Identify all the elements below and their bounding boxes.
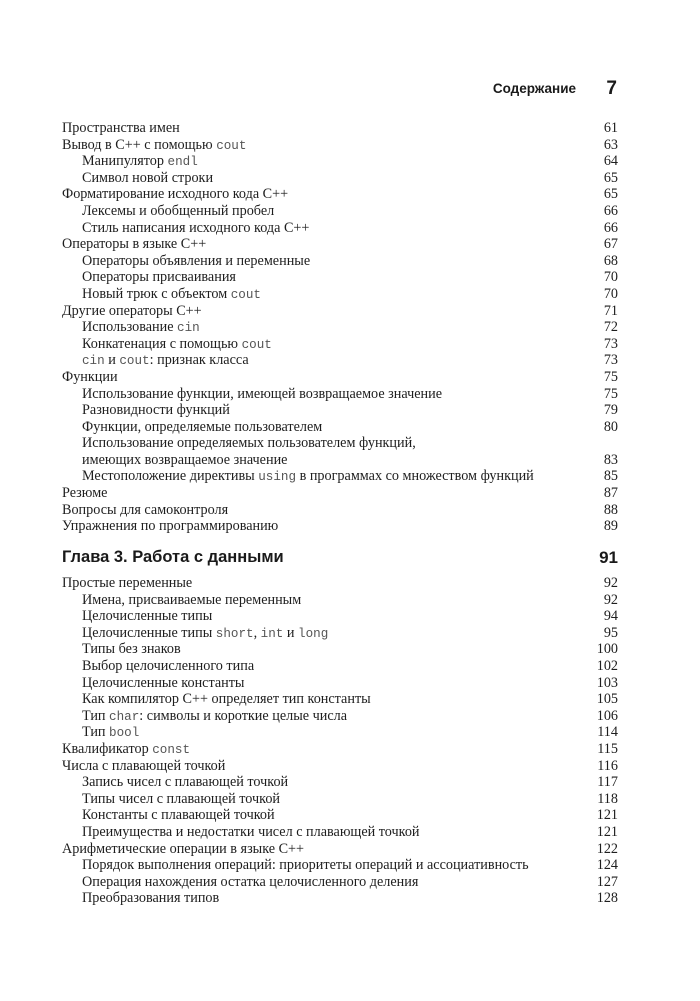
toc-entry xyxy=(62,303,618,320)
toc-entry xyxy=(62,435,618,452)
toc-entry-page: 100 xyxy=(596,641,618,658)
toc-entry xyxy=(62,220,618,237)
title-text: и xyxy=(283,624,299,641)
toc-entry-title xyxy=(82,874,418,891)
toc-entry-title xyxy=(82,402,230,419)
toc-entry xyxy=(62,253,618,270)
toc-entry xyxy=(62,286,618,303)
toc-entry xyxy=(62,874,618,891)
toc-entry-page: 87 xyxy=(603,485,618,502)
title-text: : символы и короткие целые числа xyxy=(139,707,347,724)
toc-entry-title xyxy=(82,153,198,171)
toc-list-chapter-2 xyxy=(62,120,618,535)
toc-entry xyxy=(62,774,618,791)
code-term: cout xyxy=(241,337,272,352)
title-text: Упражнения по программированию xyxy=(62,518,279,535)
title-text: Символ новой строки xyxy=(82,169,214,186)
toc-entry-page: 106 xyxy=(596,707,618,724)
toc-entry-page: 73 xyxy=(603,335,618,352)
toc-entry-page: 72 xyxy=(603,319,618,336)
toc-entry xyxy=(62,468,618,485)
title-text: Другие операторы C++ xyxy=(62,302,202,319)
title-text: Целочисленные типы xyxy=(82,624,216,641)
title-text: Арифметические операции в языке C++ xyxy=(62,840,305,857)
toc-entry-title xyxy=(62,369,118,386)
toc-entry-title xyxy=(62,758,225,775)
running-header-title: Содержание xyxy=(492,81,576,96)
title-text: Операторы в языке C++ xyxy=(62,236,207,253)
toc-entry-title xyxy=(82,824,420,841)
code-term: cout xyxy=(230,287,261,302)
title-text: : признак класса xyxy=(149,352,249,369)
toc-entry-page: 73 xyxy=(603,352,618,369)
toc-entry xyxy=(62,758,618,775)
toc-entry-title xyxy=(82,452,287,469)
toc-entry-page: 65 xyxy=(603,186,618,203)
toc-entry xyxy=(62,518,618,535)
toc-entry-page: 122 xyxy=(596,840,618,857)
toc-entry xyxy=(62,336,618,353)
toc-entry xyxy=(62,791,618,808)
toc-entry-title xyxy=(82,807,275,824)
toc-entry xyxy=(62,575,618,592)
toc-entry-title xyxy=(82,286,261,304)
code-term: endl xyxy=(167,155,198,170)
toc-entry-page: 75 xyxy=(603,385,618,402)
chapter-page-number: 91 xyxy=(599,548,618,567)
toc-entry-title xyxy=(82,791,280,808)
title-text: , xyxy=(253,624,261,641)
title-text: Стиль написания исходного кода C++ xyxy=(82,219,310,236)
title-text: Операция нахождения остатка целочисленного деления xyxy=(82,873,419,890)
toc-entry-page: 95 xyxy=(603,624,618,641)
toc-entry-title xyxy=(82,708,347,726)
toc-entry-title xyxy=(82,641,181,658)
toc-entry-title xyxy=(82,592,301,609)
toc-entry xyxy=(62,319,618,336)
toc-entry-title xyxy=(62,236,206,253)
toc-entry-title xyxy=(62,485,107,502)
title-text: Константы с плавающей точкой xyxy=(82,807,275,824)
toc-entry xyxy=(62,658,618,675)
title-text: Разновидности функций xyxy=(82,402,230,419)
toc-entry xyxy=(62,625,618,642)
code-term: short xyxy=(215,626,254,641)
toc-entry-page: 92 xyxy=(603,575,618,591)
page-number: 7 xyxy=(606,78,617,99)
code-term: using xyxy=(258,470,297,485)
title-text: Целочисленные константы xyxy=(82,674,245,691)
toc-entry-page: 70 xyxy=(603,269,618,286)
title-text: и xyxy=(104,352,120,369)
toc-entry-page: 68 xyxy=(603,252,618,269)
toc-entry xyxy=(62,592,618,609)
title-text: Резюме xyxy=(62,485,108,502)
title-text: Простые переменные xyxy=(62,575,193,591)
chapter-heading xyxy=(62,548,618,572)
toc-entry xyxy=(62,608,618,625)
toc-entry xyxy=(62,419,618,436)
toc-entry-page: 102 xyxy=(596,657,618,674)
title-text: Пространства имен xyxy=(62,120,180,136)
toc-entry-page: 121 xyxy=(596,807,618,824)
toc-entry-title xyxy=(82,658,254,675)
toc-entry-title xyxy=(82,319,200,337)
toc-entry xyxy=(62,369,618,386)
toc-entry xyxy=(62,841,618,858)
toc-entry-page: 67 xyxy=(603,236,618,253)
title-text: Использование xyxy=(82,319,178,336)
title-text: Тип xyxy=(82,707,110,724)
toc-entry-page: 105 xyxy=(596,691,618,708)
toc-entry-title xyxy=(82,253,310,270)
toc-entry xyxy=(62,352,618,369)
title-text: Как компилятор C++ определяет тип константы xyxy=(82,691,371,708)
toc-entry-page: 66 xyxy=(603,202,618,219)
toc-entry xyxy=(62,890,618,907)
toc-entry-title xyxy=(82,419,322,436)
toc-entry xyxy=(62,857,618,874)
toc-entry-page: 121 xyxy=(596,823,618,840)
toc-entry xyxy=(62,386,618,403)
toc-entry-title xyxy=(82,857,529,874)
toc-entry-title xyxy=(82,269,236,286)
toc-entry-page: 61 xyxy=(603,120,618,136)
title-text: Вывод в C++ с помощью xyxy=(62,136,217,153)
toc-entry-page: 92 xyxy=(603,591,618,608)
toc-entry-page: 128 xyxy=(596,890,618,907)
toc-entry xyxy=(62,269,618,286)
toc-entry-title xyxy=(82,468,534,486)
title-text: Функции xyxy=(62,368,118,385)
title-text: Выбор целочисленного типа xyxy=(82,657,255,674)
toc-entry-title xyxy=(62,120,180,137)
title-text: в программах со множеством функций xyxy=(296,468,534,485)
toc-entry-page: 124 xyxy=(596,857,618,874)
title-text: Вопросы для самоконтроля xyxy=(62,501,229,518)
code-term: cin xyxy=(82,354,105,369)
chapter-title: Глава 3. Работа с данными xyxy=(62,548,284,566)
toc-entry xyxy=(62,502,618,519)
toc-entry-page: 114 xyxy=(597,724,618,741)
toc-entry-page: 75 xyxy=(603,368,618,385)
toc-entry-title xyxy=(82,220,309,237)
code-term: long xyxy=(298,626,329,641)
title-text: Лексемы и обобщенный пробел xyxy=(82,202,275,219)
toc-entry-page: 103 xyxy=(596,674,618,691)
toc-entry xyxy=(62,741,618,758)
toc-entry-title xyxy=(82,774,288,791)
toc-entry xyxy=(62,824,618,841)
toc-entry xyxy=(62,402,618,419)
title-text: Конкатенация с помощью xyxy=(82,335,242,352)
title-text: Имена, присваиваемые переменным xyxy=(82,591,302,608)
code-term: bool xyxy=(109,726,140,741)
toc-entry xyxy=(62,807,618,824)
toc-entry-title xyxy=(82,890,219,907)
toc-entry xyxy=(62,708,618,725)
toc-entry xyxy=(62,170,618,187)
title-text: Преимущества и недостатки чисел с плавающей точкой xyxy=(82,823,420,840)
title-text: Квалификатор xyxy=(62,740,153,757)
toc-entry-title xyxy=(82,625,328,643)
toc-entry-page: 70 xyxy=(603,285,618,302)
toc-entry-title xyxy=(82,691,371,708)
toc-entry-title xyxy=(62,841,304,858)
code-term: cin xyxy=(177,321,200,336)
title-text: Форматирование исходного кода C++ xyxy=(62,186,289,203)
title-text: Операторы присваивания xyxy=(82,269,236,286)
toc-entry-page: 65 xyxy=(603,169,618,186)
toc-list-chapter-3 xyxy=(62,575,618,907)
title-text: Преобразования типов xyxy=(82,890,220,907)
toc-entry-title xyxy=(82,608,212,625)
toc-entry-title xyxy=(82,435,416,452)
title-text: имеющих возвращаемое значение xyxy=(82,451,288,468)
toc-entry-page: 83 xyxy=(603,451,618,468)
code-term: cout xyxy=(216,138,247,153)
toc-entry-page: 127 xyxy=(596,873,618,890)
toc-entry-title xyxy=(62,303,202,320)
page-header xyxy=(0,78,700,102)
toc-entry xyxy=(62,724,618,741)
toc-entry-title xyxy=(82,203,274,220)
title-text: Использование определяемых пользователем функций, xyxy=(82,435,416,452)
toc-entry xyxy=(62,452,618,469)
toc-entry-title xyxy=(62,741,190,759)
toc-entry-page: 115 xyxy=(597,740,618,757)
toc-entry-page: 64 xyxy=(603,153,618,170)
toc-entry-page: 118 xyxy=(597,790,618,807)
toc-entry-page: 71 xyxy=(603,302,618,319)
toc-entry-title xyxy=(82,336,272,354)
toc-entry xyxy=(62,203,618,220)
toc-entry-page: 94 xyxy=(603,608,618,625)
toc-entry-page: 79 xyxy=(603,402,618,419)
title-text: Тип xyxy=(82,724,110,741)
title-text: Целочисленные типы xyxy=(82,608,213,625)
toc-entry xyxy=(62,186,618,203)
toc-entry-title xyxy=(62,137,246,155)
code-term: cout xyxy=(119,354,150,369)
toc-entry-title xyxy=(82,170,213,187)
title-text: Манипулятор xyxy=(82,153,168,170)
toc-entry-title xyxy=(82,386,442,403)
toc-entry xyxy=(62,641,618,658)
code-term: char xyxy=(109,709,140,724)
title-text: Запись чисел с плавающей точкой xyxy=(82,774,289,791)
toc-entry-page: 116 xyxy=(597,757,618,774)
toc-entry xyxy=(62,137,618,154)
toc-entry xyxy=(62,236,618,253)
title-text: Числа с плавающей точкой xyxy=(62,757,226,774)
toc-entry-title xyxy=(62,186,288,203)
toc-entry-title xyxy=(62,518,278,535)
code-term: const xyxy=(152,742,191,757)
title-text: Новый трюк с объектом xyxy=(82,285,231,302)
toc-entry-page: 89 xyxy=(603,518,618,535)
toc-entry-title xyxy=(62,502,228,519)
code-term: int xyxy=(260,626,284,641)
toc-entry-page: 80 xyxy=(603,418,618,435)
toc-entry-page: 63 xyxy=(603,136,618,153)
title-text: Функции, определяемые пользователем xyxy=(82,418,323,435)
toc-entry-page: 66 xyxy=(603,219,618,236)
toc-entry-title xyxy=(62,575,192,592)
toc-entry-title xyxy=(82,675,244,692)
toc-entry xyxy=(62,153,618,170)
toc-entry xyxy=(62,120,618,137)
toc-entry-title xyxy=(82,352,249,370)
toc-entry-title xyxy=(82,724,139,742)
title-text: Операторы объявления и переменные xyxy=(82,252,311,269)
title-text: Типы чисел с плавающей точкой xyxy=(82,790,281,807)
title-text: Использование функции, имеющей возвращаемое значение xyxy=(82,385,442,402)
toc-entry-page: 117 xyxy=(597,774,618,791)
toc-entry-page: 85 xyxy=(603,468,618,485)
title-text: Местоположение директивы xyxy=(82,468,259,485)
toc-entry xyxy=(62,675,618,692)
title-text: Типы без знаков xyxy=(82,641,181,658)
toc-entry-page: 88 xyxy=(603,501,618,518)
toc-entry xyxy=(62,485,618,502)
title-text: Порядок выполнения операций: приоритеты операций и ассоциативность xyxy=(82,857,529,874)
toc-entry xyxy=(62,691,618,708)
